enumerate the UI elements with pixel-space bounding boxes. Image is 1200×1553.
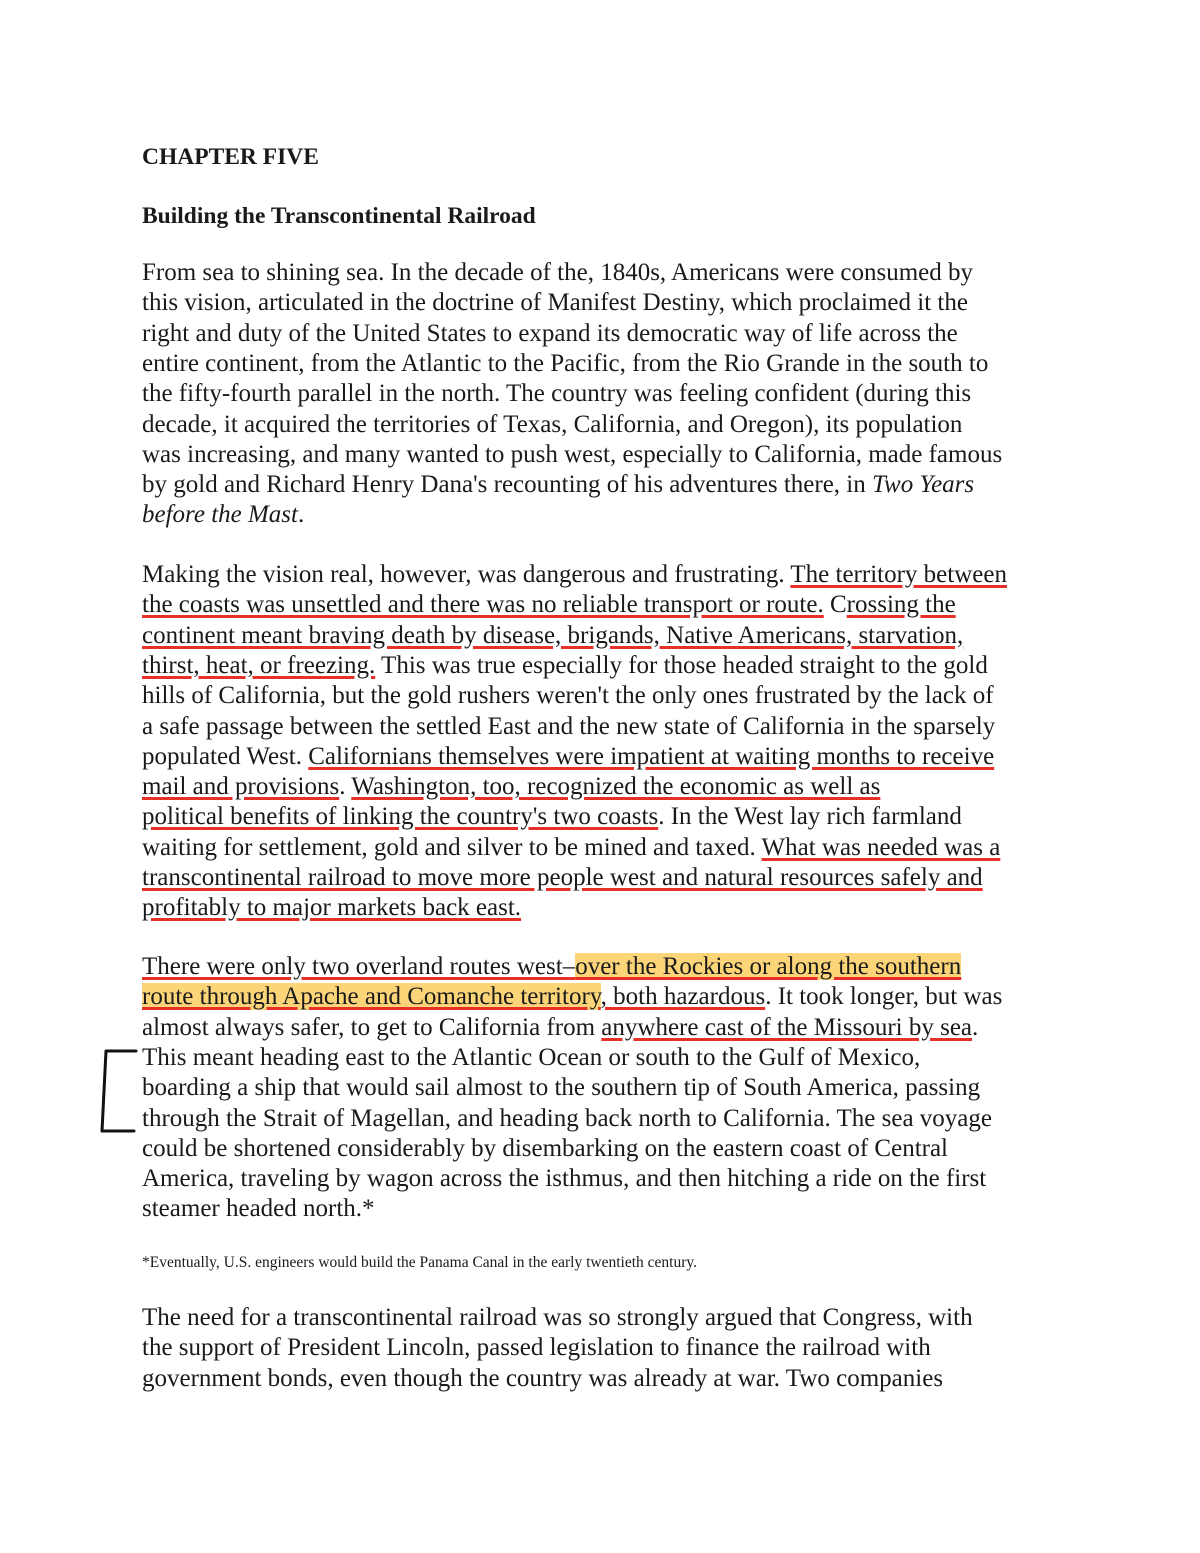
underlined-text: , both hazardous xyxy=(600,983,766,1011)
text-line xyxy=(142,1043,920,1073)
text-segment: government bonds, even though the country was already at war. Two companies xyxy=(142,1364,944,1392)
text-segment: a safe passage between the settled East and the new state of California in the sparsely xyxy=(142,712,996,740)
text-segment: . xyxy=(972,1013,979,1041)
text-line xyxy=(142,470,974,500)
text-segment: was increasing, and many wanted to push west, especially to California, made famous xyxy=(142,440,1003,468)
text-line xyxy=(142,1194,375,1224)
text-line xyxy=(142,621,963,651)
text-segment: the fifty-fourth parallel in the north. The country was feeling confident (during this xyxy=(142,380,972,408)
underlined-text: The territory between xyxy=(790,561,1007,588)
underlined-text: thirst, heat, or freezing. xyxy=(142,651,376,679)
text-segment: populated West. xyxy=(142,742,309,770)
text-line xyxy=(142,319,958,349)
text-segment: This meant heading east to the Atlantic Ocean or south to the Gulf of Mexico, xyxy=(142,1043,921,1071)
text-segment: entire continent, from the Atlantic to the Pacific, from the Rio Grande in the south to xyxy=(142,349,989,377)
text-line xyxy=(142,742,994,772)
underlined-text: political benefits of linking the country's two coasts xyxy=(142,803,659,831)
text-segment: From sea to shining sea. In the decade of the, 1840s, Americans were consumed by xyxy=(142,259,974,286)
underlined-text: transcontinental railroad to move more people west and natural resources safely and xyxy=(142,864,983,891)
italic-text: Two Years xyxy=(872,471,975,499)
text-line xyxy=(142,1333,931,1363)
text-line xyxy=(142,681,994,711)
text-line xyxy=(142,410,962,440)
underlined-text: rossing the xyxy=(846,591,956,619)
text-segment: the support of President Lincoln, passed legislation to finance the railroad with xyxy=(142,1334,931,1362)
underlined-text: What was needed was a xyxy=(761,833,1001,861)
text-line xyxy=(142,590,956,620)
text-segment: this vision, articulated in the doctrine of Manifest Destiny, which proclaimed it the xyxy=(142,289,968,317)
text-segment: boarding a ship that would sail almost to the southern tip of South America, passing xyxy=(142,1074,981,1102)
text-segment: right and duty of the United States to expand its democratic way of life across the xyxy=(142,319,958,347)
italic-text: before the Mast xyxy=(142,501,298,529)
text-segment: . xyxy=(339,773,352,801)
text-segment: steamer headed north.* xyxy=(142,1195,375,1223)
text-segment: waiting for settlement, gold and silver to be mined and taxed. xyxy=(142,833,762,861)
text-segment: by gold and Richard Henry Dana's recounting of his adventures there, in xyxy=(142,471,872,499)
text-line xyxy=(142,772,880,802)
text-line xyxy=(142,349,988,379)
text-line xyxy=(142,863,983,893)
text-line xyxy=(142,500,304,530)
text-segment: . xyxy=(297,501,305,529)
chapter-title: Building the Transcontinental Railroad xyxy=(142,203,536,229)
text-segment: hills of California, but the gold rushers weren't the only ones frustrated by the lack of xyxy=(142,682,994,710)
highlighted-text: over the Rockies or along the southern xyxy=(575,953,962,980)
highlighted-text: route through Apache and Comanche territory xyxy=(142,983,601,1011)
text-line xyxy=(142,1073,980,1103)
text-segment: America, traveling by wagon across the isthmus, and then hitching a ride on the first xyxy=(142,1165,987,1193)
text-segment: could be shortened considerably by disembarking on the eastern coast of Central xyxy=(142,1134,949,1162)
text-segment: . It took longer, but was xyxy=(765,983,1003,1011)
text-line xyxy=(142,288,968,318)
text-segment: The need for a transcontinental railroad was so strongly argued that Congress, with xyxy=(142,1304,973,1331)
underlined-text: anywhere cast of the Missouri by sea xyxy=(601,1013,973,1041)
text-line xyxy=(142,1134,948,1164)
underlined-text: continent meant braving death by disease, brigands, Native Americans, starvation, xyxy=(142,621,964,649)
text-segment: through the Strait of Magellan, and heading back north to California. The sea voyage xyxy=(142,1104,992,1132)
underlined-text: mail and provisions xyxy=(142,773,340,801)
footnote: *Eventually, U.S. engineers would build the Panama Canal in the early twentieth century. xyxy=(142,1254,697,1271)
text-line xyxy=(142,560,1007,590)
text-line xyxy=(142,651,988,681)
underlined-text: Californians themselves were impatient at waiting months to receive xyxy=(308,742,995,770)
text-line xyxy=(142,802,962,832)
text-line xyxy=(142,952,961,982)
text-line xyxy=(142,1303,973,1333)
underlined-text: profitably to major markets back east. xyxy=(142,894,522,922)
text-line xyxy=(142,379,971,409)
text-line xyxy=(142,1013,978,1043)
margin-bracket-annotation xyxy=(96,1047,140,1141)
text-line xyxy=(142,1104,992,1134)
text-line xyxy=(142,1164,986,1194)
text-line xyxy=(142,833,1000,863)
text-line xyxy=(142,712,995,742)
text-segment: This was true especially for those headed straight to the gold xyxy=(375,651,988,679)
underlined-text: the coasts was unsettled and there was no reliable transport or route. xyxy=(142,591,824,619)
underlined-text: There were only two overland routes west– xyxy=(142,953,576,980)
underlined-text: Washington, too, recognized the economic as well as xyxy=(351,773,881,801)
text-line xyxy=(142,893,521,923)
text-segment: . In the West lay rich farmland xyxy=(658,803,962,831)
text-line xyxy=(142,258,973,288)
text-line xyxy=(142,1364,943,1394)
text-line xyxy=(142,982,1002,1012)
text-line xyxy=(142,440,1002,470)
text-segment: almost always safer, to get to California from xyxy=(142,1013,602,1041)
text-segment: decade, it acquired the territories of Texas, California, and Oregon), its population xyxy=(142,410,963,438)
text-segment: C xyxy=(823,591,847,619)
text-segment: Making the vision real, however, was dangerous and frustrating. xyxy=(142,561,791,588)
chapter-heading: CHAPTER FIVE xyxy=(142,144,319,170)
